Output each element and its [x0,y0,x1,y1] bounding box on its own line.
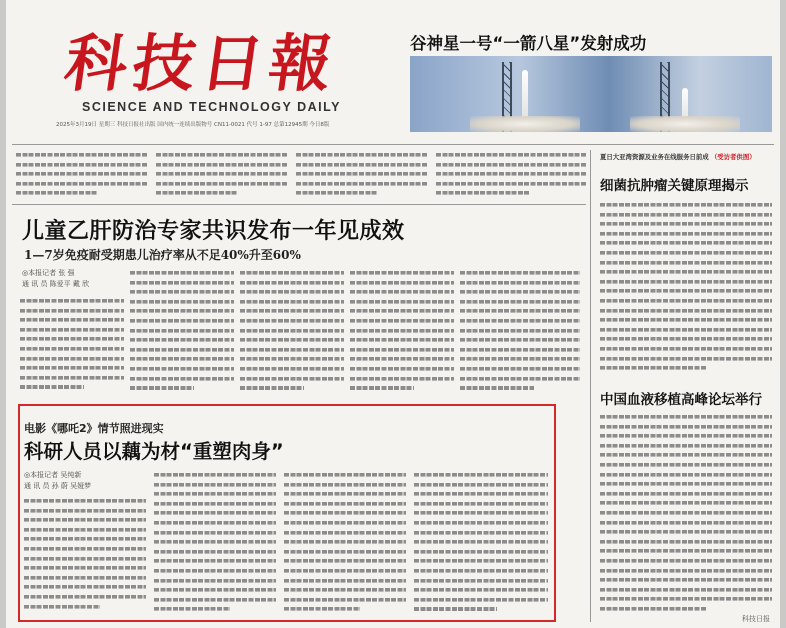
byline-reporter: ◎本报记者 张 强 [22,269,75,277]
top-news-headline: 谷神星一号“一箭八星”发射成功 [410,34,647,53]
issue-info: 2025年3月19日 星期三 科技日报社出版 国内统一连续出版物号 CN11-0021 代号 1-97 总第12945期 今日8版 [56,122,330,128]
byline-correspondent: 通 讯 员 孙 蔚 吴娅梦 [24,482,92,490]
text-column [460,268,580,396]
newspaper-logo: 科技日報 [60,27,343,100]
newspaper-logo-english: SCIENCE AND TECHNOLOGY DAILY [82,100,341,114]
text-column [436,150,586,200]
caption-text: 夏日大亚湾资源及业务在线服务日前成 [600,153,709,161]
text-column [20,296,124,396]
page-credit: 科技日报 [742,615,770,623]
masthead [6,0,780,150]
text-column [16,150,148,200]
text-column [600,412,772,622]
column-divider [590,150,591,622]
masthead-rule [12,144,774,145]
smoke-cloud-2 [630,116,740,132]
text-column [130,268,234,396]
section-rule [12,204,586,205]
side-headline-2: 中国血液移植高峰论坛举行 [600,392,762,408]
feature-headline: 科研人员以藕为材“重塑肉身” [24,440,284,463]
text-column [156,150,288,200]
newspaper-page [6,0,780,628]
text-column [240,268,344,396]
text-column [414,470,548,616]
text-column [350,268,454,396]
caption-source: （受访者供图） [710,153,756,161]
main-byline [22,268,89,290]
text-column [24,496,146,616]
text-column [154,470,276,616]
feature-byline [24,470,91,492]
rocket-launch-photo [410,56,772,132]
side-headline-1: 细菌抗肿瘤关键原理揭示 [600,178,749,194]
photo-caption [600,152,772,161]
main-subheadline: 1—7岁免疫耐受期患儿治疗率从不足40%升至60% [24,248,301,262]
feature-kicker: 电影《哪吒2》情节照进现实 [24,422,164,435]
text-column [600,200,772,380]
smoke-cloud [470,116,580,132]
text-column [284,470,406,616]
byline-reporter: ◎本报记者 吴纯新 [24,471,82,479]
main-headline: 儿童乙肝防治专家共识发布一年见成效 [22,219,405,244]
text-column [296,150,428,200]
byline-correspondent: 通 讯 员 陈爱平 戴 欣 [22,280,90,288]
